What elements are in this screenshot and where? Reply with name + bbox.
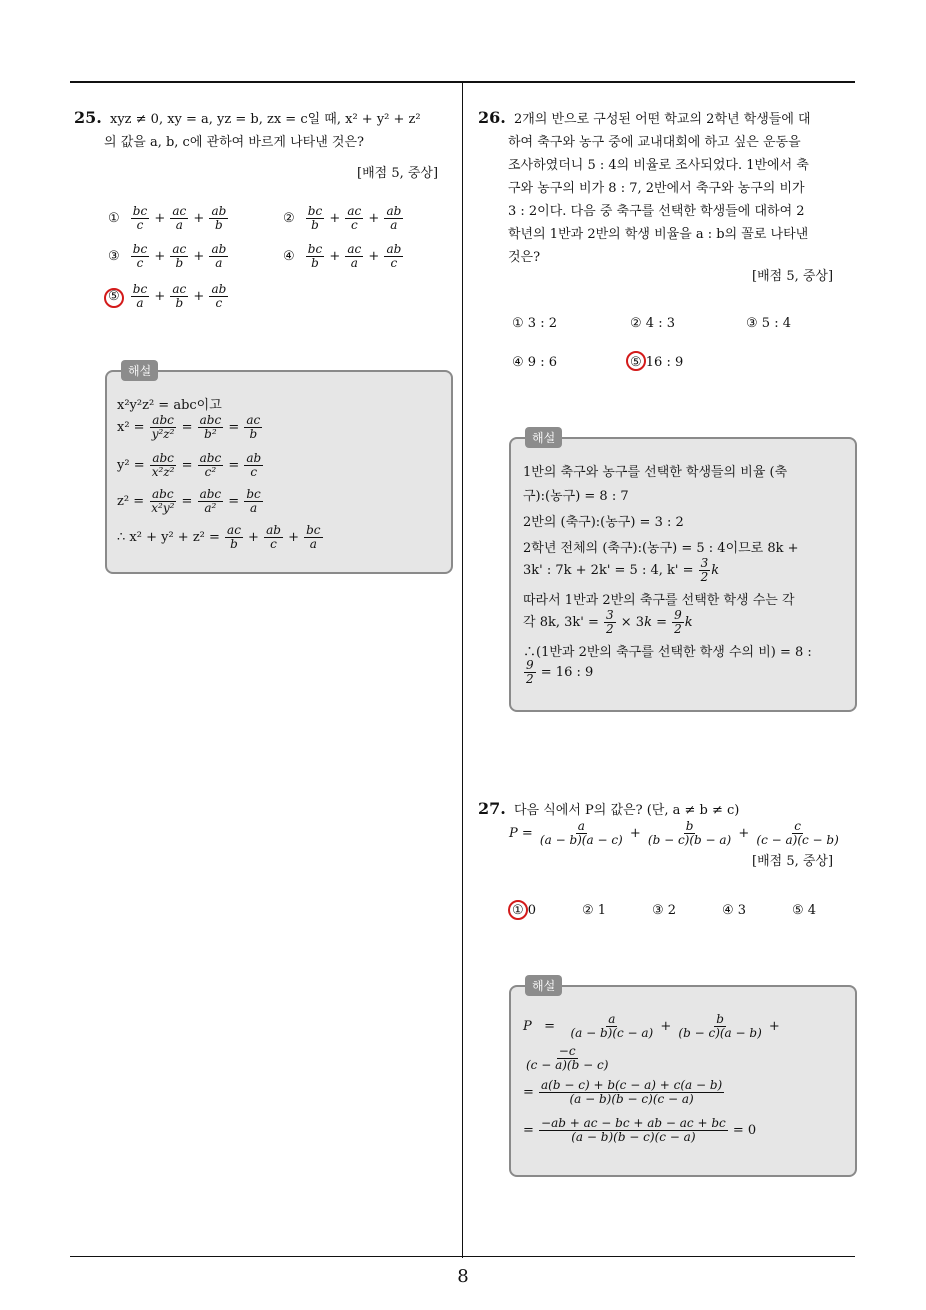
solution-line: 2반의 (축구):(농구) = 3 : 2 xyxy=(523,515,684,530)
question-text-line: 구와 농구의 비가 8 : 7, 2반에서 축구와 농구의 비가 xyxy=(508,181,805,196)
question-text-line: 학년의 1반과 2반의 학생 비율을 a : b의 꼴로 나타낸 xyxy=(508,227,809,242)
solution-label: 해설 xyxy=(121,360,158,381)
solution-line: 따라서 1반과 2반의 축구를 선택한 학생 수는 각 xyxy=(523,593,795,608)
solution-line: 1반의 축구와 농구를 선택한 학생들의 비율 (축 xyxy=(523,465,788,480)
question-formula: P = $\frac{a}{(a - b)(a - c)}$ + $\frac{b}{(b - c)(b - a)}$ + $\frac{c}{(c - a)(c - b)}$ xyxy=(509,819,839,847)
choice-3[interactable]: ③ $\frac{bc}{c}$ + $\frac{ac}{b}$ + $\frac{ab}{a}$ xyxy=(108,242,227,270)
question-text-line: 조사하였더니 5 : 4의 비율로 조사되었다. 1반에서 축 xyxy=(508,158,809,173)
question-number: 27. xyxy=(478,799,506,818)
solution-line: x² = $\frac{\text{abc}}{\text{y²z²}}$ = $\frac{\text{abc}}{\text{b²}}$ = $\frac{ac}{b}$ xyxy=(117,413,261,441)
choice-4[interactable]: ④ 9 : 6 xyxy=(512,355,557,370)
choice-3[interactable]: ③ 2 xyxy=(652,903,677,918)
question-number: 26. xyxy=(478,108,506,127)
question-number: 25. xyxy=(74,108,102,127)
solution-line: $\frac{-c}{(c - a)(b - c)}$ xyxy=(526,1044,609,1072)
answer-mark-circle xyxy=(104,288,124,308)
choice-1[interactable]: ① 0 xyxy=(512,903,537,918)
choice-2[interactable]: ② 1 xyxy=(582,903,607,918)
solution-label: 해설 xyxy=(525,975,562,996)
choice-3[interactable]: ③ 5 : 4 xyxy=(746,316,791,331)
question-text-line: 하여 축구와 농구 중에 교내대회에 하고 싶은 운동을 xyxy=(508,135,801,150)
solution-box-27 xyxy=(509,979,857,1177)
question-text-line: 것은? xyxy=(508,250,541,265)
solution-line: y² = $\frac{\text{abc}}{\text{x²z²}}$ = $\frac{\text{abc}}{\text{c²}}$ = $\frac{ab}{c}$ xyxy=(117,451,262,479)
solution-line: 2학년 전체의 (축구):(농구) = 5 : 4이므로 8k + xyxy=(523,541,799,556)
solution-line: ∴ x² + y² + z² = $\frac{ac}{b}$ + $\frac{ab}{c}$ + $\frac{bc}{a}$ xyxy=(117,523,321,551)
choice-5[interactable]: ⑤ 16 : 9 xyxy=(630,355,684,370)
question-text-line1: xyz ≠ 0, xy = a, yz = b, zx = c일 때, x² + y² + z² xyxy=(109,112,421,127)
choice-2[interactable]: ② $\frac{bc}{b}$ + $\frac{ac}{c}$ + $\frac{ab}{a}$ xyxy=(283,204,402,232)
choice-4[interactable]: ④ 3 xyxy=(722,903,747,918)
question-text-line1: 다음 식에서 P의 값은? (단, a ≠ b ≠ c) xyxy=(513,803,740,818)
solution-line: ∴(1반과 2반의 축구를 선택한 학생 수의 비) = 8 : xyxy=(523,645,812,660)
question-27 xyxy=(478,797,858,822)
choice-2[interactable]: ② 4 : 3 xyxy=(630,316,675,331)
question-text-line: 2개의 반으로 구성된 어떤 학교의 2학년 학생들에 대 xyxy=(513,112,811,127)
solution-line: x²y²z² = abc이고 xyxy=(117,398,222,413)
solution-line: $\frac{9}{2}$ = 16 : 9 xyxy=(526,658,594,686)
solution-label: 해설 xyxy=(525,427,562,448)
question-source: [배점 5, 중상] xyxy=(752,854,834,869)
choice-1[interactable]: ① 3 : 2 xyxy=(512,316,557,331)
question-source: [배점 5, 중상] xyxy=(752,269,834,284)
answer-mark-circle xyxy=(626,351,646,371)
solution-line: 3k' : 7k + 2k' = 5 : 4, k' = $\frac{3}{2}$ k xyxy=(523,556,720,584)
question-source: [배점 5, 중상] xyxy=(357,166,439,181)
answer-mark-circle xyxy=(508,900,528,920)
question-25 xyxy=(74,106,459,154)
solution-line: 각 8k, 3k' = $\frac{3}{2}$ × 3k = $\frac{9}{2}$ k xyxy=(523,608,693,636)
bottom-rule xyxy=(70,1256,855,1257)
question-text-line2: 의 값을 a, b, c에 관하여 바르게 나타낸 것은? xyxy=(104,135,365,150)
choice-5[interactable]: ⑤ 4 xyxy=(792,903,817,918)
column-divider xyxy=(462,83,463,1258)
choice-5[interactable]: ⑤ $\frac{bc}{a}$ + $\frac{ac}{b}$ + $\frac{ab}{c}$ xyxy=(108,282,227,310)
question-text-line: 3 : 2이다. 다음 중 축구를 선택한 학생들에 대하여 2 xyxy=(508,204,805,219)
solution-line: P = $\frac{a}{(a - b)(c - a)}$ + $\frac{b}{(b - c)(a - b)}$ + xyxy=(523,1012,780,1040)
solution-box-25 xyxy=(105,364,453,574)
solution-box-26 xyxy=(509,431,857,712)
solution-line: 구):(농구) = 8 : 7 xyxy=(523,489,629,504)
solution-line: = $\frac{a(b - c) + b(c - a) + c(a - b)}{(a - b)(b - c)(c - a)}$ xyxy=(523,1078,723,1106)
choice-4[interactable]: ④ $\frac{bc}{b}$ + $\frac{ac}{a}$ + $\frac{ab}{c}$ xyxy=(283,242,402,270)
choice-1[interactable]: ① $\frac{bc}{c}$ + $\frac{ac}{a}$ + $\frac{ab}{b}$ xyxy=(108,204,227,232)
page-number: 8 xyxy=(457,1266,469,1287)
solution-line: = $\frac{-ab + ac - bc + ab - ac + bc}{(a - b)(b - c)(c - a)}$ = 0 xyxy=(523,1116,757,1144)
question-26 xyxy=(478,106,858,269)
solution-line: z² = $\frac{\text{abc}}{\text{x²y²}}$ = $\frac{\text{abc}}{\text{a²}}$ = $\frac{bc}{a}$ xyxy=(117,487,261,515)
